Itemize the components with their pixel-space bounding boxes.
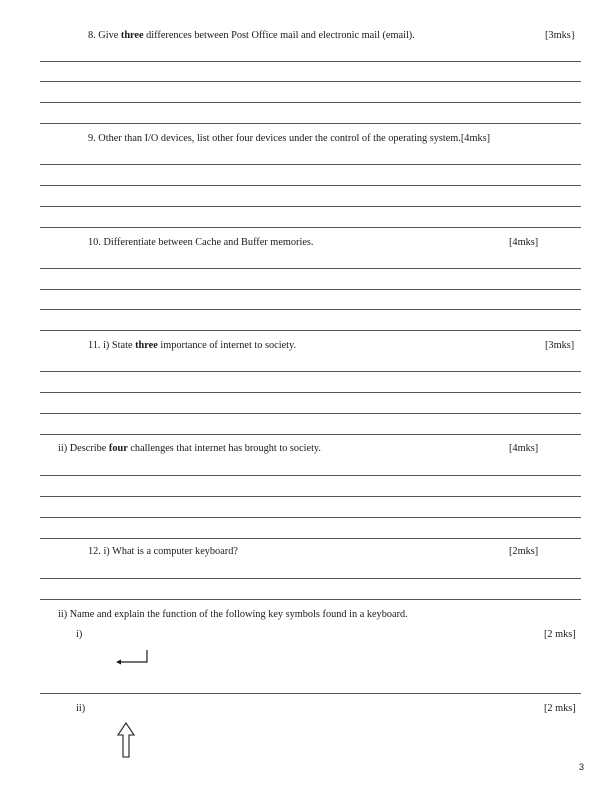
question-11-i (88, 340, 296, 351)
question-12-ii: ii) Name and explain the function of the following key symbols found in a keyboard. (58, 609, 408, 620)
answer-line[interactable] (40, 693, 581, 694)
answer-line[interactable] (40, 81, 581, 82)
answer-line[interactable] (40, 517, 581, 518)
question-11-i-marks: [3mks] (545, 340, 575, 351)
page-number: 3 (579, 762, 585, 772)
answer-line[interactable] (40, 206, 581, 207)
answer-line[interactable] (40, 102, 581, 103)
answer-line[interactable] (40, 185, 581, 186)
question-8-text-end: differences between Post Office mail and electronic mail (email). (143, 30, 415, 41)
answer-line[interactable] (40, 164, 581, 165)
enter-key-icon (116, 649, 150, 665)
answer-line[interactable] (40, 599, 581, 600)
answer-line[interactable] (40, 123, 581, 124)
answer-line[interactable] (40, 496, 581, 497)
question-8-marks: [3mks} (545, 30, 576, 41)
answer-line[interactable] (40, 268, 581, 269)
answer-line[interactable] (40, 371, 581, 372)
shift-key-icon (117, 722, 135, 758)
question-12-ii-sub-i-label: i) (76, 629, 83, 640)
answer-line[interactable] (40, 434, 581, 435)
question-11-ii-text-start: ii) Describe (58, 443, 109, 454)
question-11-ii (58, 443, 321, 454)
answer-line[interactable] (40, 227, 581, 228)
question-8 (88, 30, 415, 41)
question-11-i-text-start: 11. i) State (88, 340, 136, 351)
question-12-i-marks: [2mks] (509, 546, 539, 557)
answer-line[interactable] (40, 578, 581, 579)
question-10-marks: [4mks] (509, 237, 539, 248)
question-12-ii-sub-ii-label: ii) (76, 703, 86, 714)
answer-line[interactable] (40, 330, 581, 331)
answer-line[interactable] (40, 61, 581, 62)
question-11-ii-emphasis: four (108, 443, 128, 454)
answer-line[interactable] (40, 392, 581, 393)
question-11-ii-marks: [4mks] (509, 443, 539, 454)
question-11-i-text-end: importance of internet to society. (157, 340, 297, 351)
question-12-ii-sub-i-marks: [2 mks] (544, 629, 576, 640)
question-10: 10. Differentiate between Cache and Buffer memories. (88, 237, 314, 248)
question-9: 9. Other than I/O devices, list other four devices under the control of the operating system.[4mks] (88, 133, 491, 144)
question-12-ii-sub-ii-marks: [2 mks] (544, 703, 576, 714)
answer-line[interactable] (40, 309, 581, 310)
question-8-text-start: 8. Give (88, 30, 121, 41)
answer-line[interactable] (40, 289, 581, 290)
question-12-i: 12. i) What is a computer keyboard? (88, 546, 238, 557)
answer-line[interactable] (40, 538, 581, 539)
answer-line[interactable] (40, 413, 581, 414)
question-11-i-emphasis: three (135, 340, 158, 351)
question-8-emphasis: three (120, 30, 144, 41)
question-11-ii-text-end: challenges that internet has brought to society. (127, 443, 321, 454)
answer-line[interactable] (40, 475, 581, 476)
